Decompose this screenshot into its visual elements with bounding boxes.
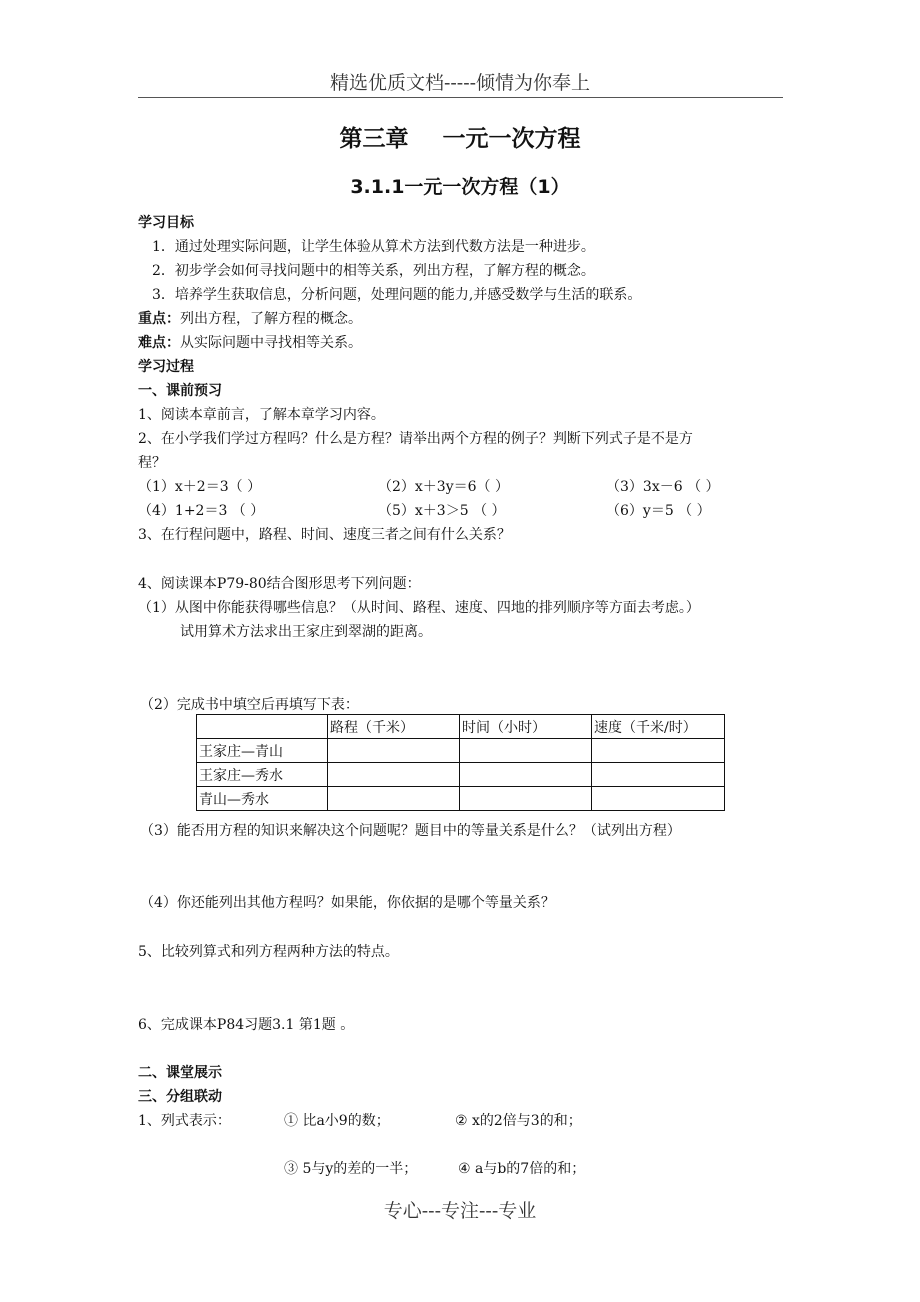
goal-item: 3．培养学生获取信息，分析问题，处理问题的能力,并感受数学与生活的联系。 [152, 287, 642, 303]
table-row-label: 王家庄—青山 [197, 739, 328, 763]
question-2-cont: 程？ [138, 455, 166, 471]
difficulty-label: 难点： [138, 335, 180, 351]
table-cell[interactable] [592, 763, 725, 787]
page-header: 精选优质文档-----倾情为你奉上 [329, 72, 591, 94]
page-footer: 专心---专注---专业 [383, 1200, 537, 1222]
chapter-title [0, 120, 920, 153]
table-header-row [197, 715, 725, 739]
table-header-cell: 时间（小时） [460, 715, 592, 739]
goals-heading: 学习目标 [138, 215, 194, 231]
table-header-cell [197, 715, 328, 739]
table-cell[interactable] [460, 787, 592, 811]
table-cell[interactable] [328, 787, 460, 811]
table-cell[interactable] [592, 787, 725, 811]
chapter-name: 一元一次方程 [442, 126, 581, 152]
table-row-label: 王家庄—秀水 [197, 763, 328, 787]
question-4-1: （1）从图中你能获得哪些信息？（从时间、路程、速度、四地的排列顺序等方面去考虑。） [138, 600, 700, 616]
table-row [197, 763, 725, 787]
question-3: 3、在行程问题中，路程、时间、速度三者之间有什么关系？ [138, 527, 511, 543]
expression-item: （4）1+2＝3 （ ） [138, 503, 265, 519]
expression-item: （2）x＋3y＝6（ ） [378, 479, 509, 495]
key-point [138, 308, 362, 328]
question-6: 6、完成课本P84习题3.1 第1题 。 [138, 1017, 355, 1033]
table-cell[interactable] [460, 739, 592, 763]
expression-task: ② x的2倍与3的和； [455, 1113, 582, 1129]
table-header-cell: 路程（千米） [328, 715, 460, 739]
section-title: 3.1.1一元一次方程（1） [350, 176, 570, 198]
table-cell[interactable] [328, 763, 460, 787]
question-5: 5、比较列算式和列方程两种方法的特点。 [138, 944, 399, 960]
difficulty-text: 从实际问题中寻找相等关系。 [180, 335, 362, 351]
header-divider [138, 97, 783, 98]
question-4-4: （4）你还能列出其他方程吗？如果能，你依据的是哪个等量关系？ [140, 895, 555, 911]
question-4: 4、阅读课本P79-80结合图形思考下列问题： [138, 576, 421, 592]
chapter-number: 第三章 [339, 126, 409, 152]
question-4-2: （2）完成书中填空后再填写下表： [140, 697, 359, 713]
table-row [197, 739, 725, 763]
table-cell[interactable] [592, 739, 725, 763]
expression-item: （1）x＋2＝3（ ） [138, 479, 262, 495]
key-point-text: 列出方程，了解方程的概念。 [180, 311, 362, 327]
process-heading: 学习过程 [138, 359, 194, 375]
expression-item: （6）y＝5 （ ） [606, 503, 711, 519]
goal-item: 2．初步学会如何寻找问题中的相等关系，列出方程，了解方程的概念。 [152, 263, 595, 279]
table-cell[interactable] [460, 763, 592, 787]
table-header-cell: 速度（千米/时） [592, 715, 725, 739]
distance-time-table [196, 714, 725, 811]
part1-heading: 一、课前预习 [138, 383, 222, 399]
question-1: 1、阅读本章前言，了解本章学习内容。 [138, 407, 385, 423]
part3-question-1: 1、列式表示： [138, 1113, 231, 1129]
expression-task: ④ a与b的7倍的和； [458, 1161, 586, 1177]
question-2: 2、在小学我们学过方程吗？什么是方程？请举出两个方程的例子？判断下列式子是不是方 [138, 431, 693, 447]
part3-heading: 三、分组联动 [138, 1089, 222, 1105]
expression-item: （3）3x－6 （ ） [606, 479, 720, 495]
goal-item: 1．通过处理实际问题，让学生体验从算术方法到代数方法是一种进步。 [152, 239, 595, 255]
expression-task: ③ 5与y的差的一半； [284, 1161, 418, 1177]
expression-item: （5）x＋3＞5 （ ） [378, 503, 506, 519]
table-row [197, 787, 725, 811]
expression-task: ① 比a小9的数； [284, 1113, 390, 1129]
question-4-3: （3）能否用方程的知识来解决这个问题呢？题目中的等量关系是什么？（试列出方程） [140, 823, 681, 839]
key-point-label: 重点： [138, 311, 180, 327]
table-cell[interactable] [328, 739, 460, 763]
difficulty [138, 332, 362, 352]
table-row-label: 青山—秀水 [197, 787, 328, 811]
part2-heading: 二、课堂展示 [138, 1065, 222, 1081]
question-4-1-cont: 试用算术方法求出王家庄到翠湖的距离。 [180, 624, 432, 640]
